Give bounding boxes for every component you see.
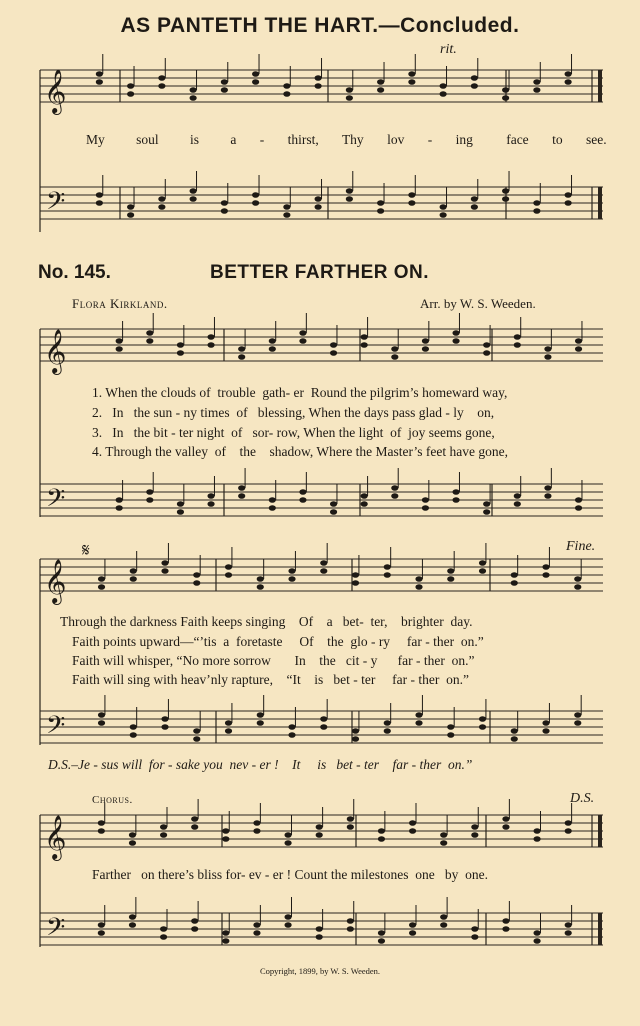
notehead	[221, 208, 228, 214]
notehead	[533, 200, 540, 206]
notehead	[315, 204, 322, 210]
notehead	[565, 71, 572, 77]
notehead	[533, 79, 540, 85]
notehead	[130, 724, 137, 730]
notehead	[483, 342, 490, 348]
notehead	[315, 196, 322, 202]
notehead	[158, 83, 165, 89]
notehead	[160, 934, 167, 940]
notehead	[252, 71, 259, 77]
hymn-number: No. 145.	[38, 262, 111, 283]
top-hymn-lyrics	[86, 132, 607, 148]
notehead	[422, 338, 429, 344]
notehead	[471, 83, 478, 89]
notehead	[378, 938, 385, 944]
notehead	[502, 95, 509, 101]
notehead	[511, 572, 518, 578]
notehead	[346, 188, 353, 194]
hymn-title-concluded: AS PANTETH THE HART.—Concluded.	[120, 14, 520, 37]
notehead	[391, 493, 398, 499]
lyric-word: - ing	[427, 132, 473, 147]
svg-text:𝄢: 𝄢	[46, 913, 66, 948]
notehead	[471, 824, 478, 830]
notehead	[222, 930, 229, 936]
notehead	[96, 200, 103, 206]
notehead	[361, 334, 368, 340]
notehead	[160, 926, 167, 932]
notehead	[257, 576, 264, 582]
ds-lyric-line: D.S.–Je - sus will for - sake you nev - er ! It is bet - ter far - ther on.”	[48, 757, 473, 772]
notehead	[361, 493, 368, 499]
notehead	[346, 95, 353, 101]
notehead	[146, 489, 153, 495]
svg-text:𝄞: 𝄞	[44, 329, 67, 373]
notehead	[565, 828, 572, 834]
notehead	[257, 712, 264, 718]
notehead	[146, 338, 153, 344]
notehead	[161, 568, 168, 574]
notehead	[193, 580, 200, 586]
notehead	[161, 716, 168, 722]
notehead	[471, 926, 478, 932]
lyric-word: see.	[585, 132, 607, 147]
notehead	[346, 87, 353, 93]
notehead	[347, 824, 354, 830]
notehead	[440, 91, 447, 97]
notehead	[422, 346, 429, 352]
notehead	[127, 212, 134, 218]
notehead	[129, 840, 136, 846]
notehead	[98, 820, 105, 826]
notehead	[190, 188, 197, 194]
notehead	[269, 505, 276, 511]
notehead	[288, 576, 295, 582]
notehead	[361, 342, 368, 348]
lyric-word: lov	[387, 132, 405, 147]
notehead	[384, 572, 391, 578]
notehead	[502, 196, 509, 202]
notehead	[253, 922, 260, 928]
notehead	[479, 568, 486, 574]
notehead	[288, 724, 295, 730]
notehead	[127, 91, 134, 97]
notehead	[533, 208, 540, 214]
notehead	[98, 720, 105, 726]
notehead	[391, 354, 398, 360]
notehead	[409, 930, 416, 936]
lyric-word: Thy	[341, 132, 364, 147]
notehead	[98, 922, 105, 928]
notehead	[299, 330, 306, 336]
notehead	[284, 914, 291, 920]
refrain-line-1: Through the darkness Faith keeps singing Of a bet- ter, brighter day.	[60, 614, 473, 629]
notehead	[352, 580, 359, 586]
notehead	[447, 568, 454, 574]
notehead	[408, 200, 415, 206]
notehead	[483, 350, 490, 356]
notehead	[471, 934, 478, 940]
notehead	[377, 200, 384, 206]
notehead	[447, 724, 454, 730]
notehead	[511, 580, 518, 586]
lyric-word: is	[190, 132, 200, 147]
notehead	[130, 732, 137, 738]
notehead	[378, 930, 385, 936]
notehead	[565, 820, 572, 826]
notehead	[283, 83, 290, 89]
notehead	[225, 720, 232, 726]
chorus-label: Chorus.	[92, 794, 133, 806]
notehead	[222, 836, 229, 842]
notehead	[502, 87, 509, 93]
notehead	[502, 926, 509, 932]
notehead	[544, 346, 551, 352]
notehead	[544, 493, 551, 499]
notehead	[452, 330, 459, 336]
notehead	[225, 728, 232, 734]
notehead	[129, 922, 136, 928]
notehead	[316, 832, 323, 838]
notehead	[377, 208, 384, 214]
notehead	[502, 816, 509, 822]
notehead	[315, 83, 322, 89]
notehead	[158, 204, 165, 210]
notehead	[284, 832, 291, 838]
notehead	[347, 816, 354, 822]
notehead	[352, 572, 359, 578]
notehead	[533, 938, 540, 944]
notehead	[542, 564, 549, 570]
notehead	[384, 564, 391, 570]
notehead	[221, 200, 228, 206]
notehead	[177, 501, 184, 507]
notehead	[191, 816, 198, 822]
notehead	[502, 918, 509, 924]
verse-line-3: 3. In the bit - ter night of sor- row, When the light of joy seems gone,	[92, 425, 495, 440]
notehead	[415, 576, 422, 582]
notehead	[514, 334, 521, 340]
notehead	[409, 922, 416, 928]
notehead	[257, 720, 264, 726]
notehead	[288, 568, 295, 574]
notehead	[116, 497, 123, 503]
verse-line-1: 1. When the clouds of trouble gath- er Round the pilgrim’s homeward way,	[92, 385, 508, 400]
notehead	[409, 820, 416, 826]
notehead	[471, 75, 478, 81]
verse-line-4: 4. Through the valley of the shadow, Where the Master’s feet have gone,	[92, 444, 509, 459]
tempo-mark: rit.	[440, 42, 457, 57]
notehead	[574, 584, 581, 590]
notehead	[98, 584, 105, 590]
notehead	[283, 212, 290, 218]
notehead	[158, 75, 165, 81]
svg-text:𝄞: 𝄞	[44, 559, 67, 603]
notehead	[330, 509, 337, 515]
notehead	[222, 828, 229, 834]
notehead	[533, 87, 540, 93]
notehead	[361, 501, 368, 507]
notehead	[193, 736, 200, 742]
notehead	[127, 83, 134, 89]
notehead	[452, 338, 459, 344]
notehead	[284, 922, 291, 928]
notehead	[238, 346, 245, 352]
notehead	[252, 79, 259, 85]
segno-icon: 𝄋	[82, 540, 90, 560]
notehead	[177, 509, 184, 515]
refrain-line-4: Faith will sing with heav’nly rapture, “It is bet - ter far - ther on.”	[72, 672, 470, 687]
notehead	[479, 560, 486, 566]
notehead	[447, 576, 454, 582]
notehead	[116, 505, 123, 511]
lyric-word: My	[86, 132, 105, 147]
notehead	[408, 192, 415, 198]
notehead	[207, 493, 214, 499]
lyric-word: to	[552, 132, 563, 147]
notehead	[479, 724, 486, 730]
notehead	[299, 497, 306, 503]
notehead	[502, 188, 509, 194]
notehead	[533, 828, 540, 834]
fine-mark: Fine.	[566, 539, 596, 554]
notehead	[225, 564, 232, 570]
notehead	[565, 930, 572, 936]
notehead	[347, 918, 354, 924]
notehead	[378, 836, 385, 842]
notehead	[177, 342, 184, 348]
notehead	[440, 922, 447, 928]
notehead	[238, 493, 245, 499]
refrain-line-2: Faith points upward—“’tis a foretaste Of the glo - ry far - ther on.”	[72, 634, 484, 649]
notehead	[471, 832, 478, 838]
notehead	[542, 720, 549, 726]
notehead	[222, 938, 229, 944]
notehead	[146, 497, 153, 503]
notehead	[158, 196, 165, 202]
ds-mark: D.S.	[570, 791, 595, 806]
notehead	[408, 79, 415, 85]
notehead	[384, 720, 391, 726]
notehead	[127, 204, 134, 210]
notehead	[130, 576, 137, 582]
notehead	[565, 200, 572, 206]
hymn-title: BETTER FARTHER ON.	[210, 262, 430, 283]
notehead	[347, 926, 354, 932]
notehead	[514, 342, 521, 348]
notehead	[207, 334, 214, 340]
notehead	[130, 568, 137, 574]
notehead	[161, 560, 168, 566]
notehead	[575, 346, 582, 352]
notehead	[511, 728, 518, 734]
copyright-notice: Copyright, 1899, by W. S. Weeden.	[259, 966, 381, 976]
notehead	[190, 87, 197, 93]
notehead	[575, 505, 582, 511]
notehead	[565, 922, 572, 928]
notehead	[253, 828, 260, 834]
svg-text:𝄢: 𝄢	[46, 484, 66, 519]
notehead	[98, 828, 105, 834]
notehead	[415, 720, 422, 726]
notehead	[316, 926, 323, 932]
svg-text:𝄢: 𝄢	[46, 187, 66, 222]
notehead	[269, 338, 276, 344]
notehead	[269, 346, 276, 352]
chorus-lyrics: Farther on there’s bliss for- ev - er ! Count the milestones one by one.	[92, 867, 489, 882]
notehead	[252, 200, 259, 206]
notehead	[238, 485, 245, 491]
notehead	[190, 95, 197, 101]
notehead	[320, 716, 327, 722]
staff-system-2-treble	[40, 329, 603, 517]
notehead	[129, 832, 136, 838]
notehead	[574, 712, 581, 718]
notehead	[193, 728, 200, 734]
notehead	[377, 79, 384, 85]
notehead	[440, 83, 447, 89]
notehead	[377, 87, 384, 93]
music-credit: Arr. by W. S. Weeden.	[420, 296, 536, 311]
notehead	[565, 79, 572, 85]
notehead	[514, 493, 521, 499]
notehead	[225, 572, 232, 578]
notehead	[533, 930, 540, 936]
notehead	[299, 489, 306, 495]
notehead	[283, 91, 290, 97]
notehead	[238, 354, 245, 360]
notehead	[284, 840, 291, 846]
notehead	[352, 728, 359, 734]
verse-line-2: 2. In the sun - ny times of blessing, When the days pass glad - ly on,	[92, 405, 495, 420]
svg-text:𝄞: 𝄞	[44, 69, 67, 113]
notehead	[116, 346, 123, 352]
notehead	[221, 79, 228, 85]
notehead	[502, 824, 509, 830]
notehead	[346, 196, 353, 202]
notehead	[96, 192, 103, 198]
notehead	[207, 501, 214, 507]
notehead	[471, 204, 478, 210]
notehead	[440, 212, 447, 218]
notehead	[146, 330, 153, 336]
notehead	[575, 338, 582, 344]
notehead	[391, 485, 398, 491]
notehead	[391, 346, 398, 352]
notehead	[415, 584, 422, 590]
lyric-word: face	[506, 132, 529, 147]
notehead	[252, 192, 259, 198]
notehead	[299, 338, 306, 344]
notehead	[447, 732, 454, 738]
notehead	[483, 509, 490, 515]
refrain-line-3: Faith will whisper, “No more sorrow In the cit - y far - ther on.”	[72, 653, 475, 668]
notehead	[452, 497, 459, 503]
notehead	[408, 71, 415, 77]
notehead	[409, 828, 416, 834]
notehead	[191, 918, 198, 924]
notehead	[471, 196, 478, 202]
notehead	[533, 836, 540, 842]
notehead	[191, 824, 198, 830]
notehead	[221, 87, 228, 93]
notehead	[544, 354, 551, 360]
notehead	[315, 75, 322, 81]
notehead	[191, 926, 198, 932]
notehead	[98, 576, 105, 582]
notehead	[452, 489, 459, 495]
notehead	[98, 712, 105, 718]
notehead	[316, 824, 323, 830]
notehead	[544, 485, 551, 491]
notehead	[190, 196, 197, 202]
svg-text:𝄢: 𝄢	[46, 711, 66, 746]
notehead	[483, 501, 490, 507]
notehead	[129, 914, 136, 920]
notehead	[96, 71, 103, 77]
lyric-word: soul	[136, 132, 159, 147]
notehead	[440, 204, 447, 210]
notehead	[422, 497, 429, 503]
notehead	[330, 342, 337, 348]
notehead	[352, 736, 359, 742]
notehead	[330, 501, 337, 507]
notehead	[193, 572, 200, 578]
notehead	[440, 914, 447, 920]
notehead	[177, 350, 184, 356]
notehead	[320, 724, 327, 730]
notehead	[160, 824, 167, 830]
notehead	[542, 572, 549, 578]
notehead	[320, 568, 327, 574]
notehead	[574, 720, 581, 726]
notehead	[440, 832, 447, 838]
notehead	[288, 732, 295, 738]
notehead	[269, 497, 276, 503]
notehead	[253, 930, 260, 936]
lyric-word: a - thirst,	[230, 132, 319, 147]
notehead	[253, 820, 260, 826]
notehead	[542, 728, 549, 734]
notehead	[511, 736, 518, 742]
notehead	[161, 724, 168, 730]
notehead	[116, 338, 123, 344]
svg-text:𝄞: 𝄞	[44, 815, 67, 859]
notehead	[574, 576, 581, 582]
words-credit: Flora Kirkland.	[72, 296, 168, 311]
notehead	[575, 497, 582, 503]
notehead	[440, 840, 447, 846]
notehead	[207, 342, 214, 348]
notehead	[565, 192, 572, 198]
notehead	[320, 560, 327, 566]
notehead	[422, 505, 429, 511]
notehead	[378, 828, 385, 834]
notehead	[415, 712, 422, 718]
notehead	[96, 79, 103, 85]
notehead	[479, 716, 486, 722]
notehead	[514, 501, 521, 507]
notehead	[316, 934, 323, 940]
notehead	[384, 728, 391, 734]
notehead	[283, 204, 290, 210]
notehead	[330, 350, 337, 356]
notehead	[98, 930, 105, 936]
notehead	[160, 832, 167, 838]
notehead	[257, 584, 264, 590]
